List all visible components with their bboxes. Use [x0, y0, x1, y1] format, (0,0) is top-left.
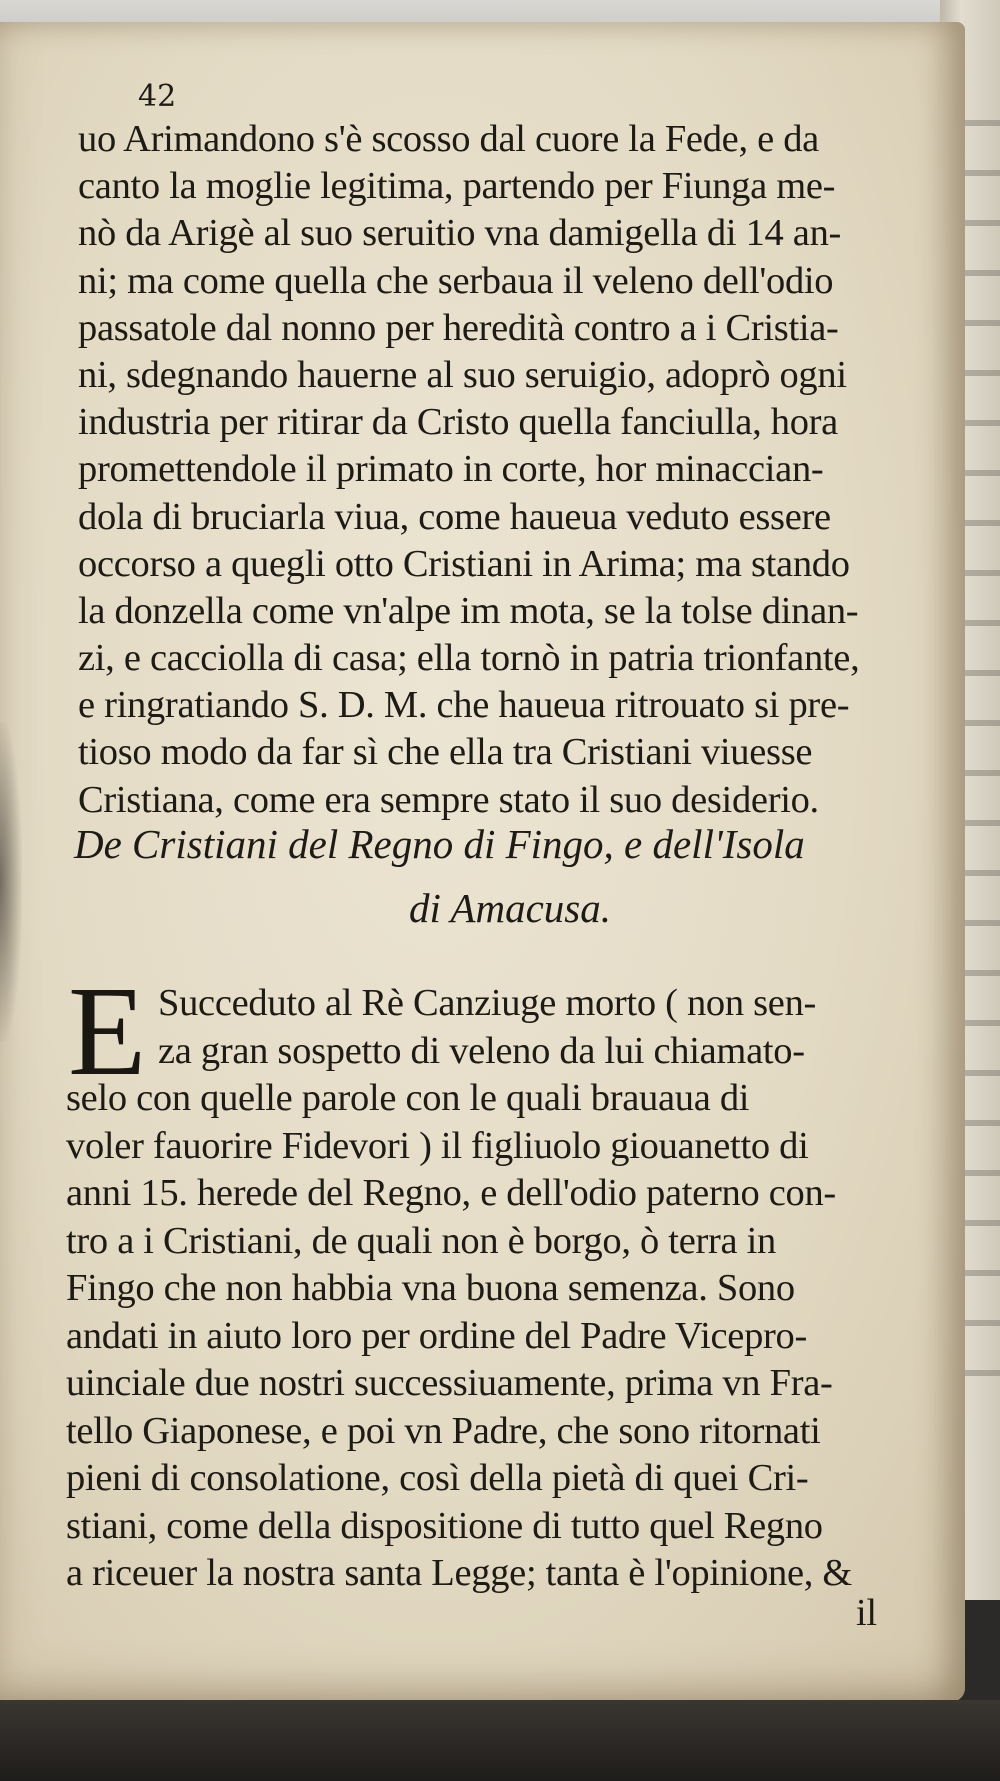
- text-line: occorso a quegli otto Cristiani in Arima; ma stando: [78, 542, 850, 585]
- text-line: Succeduto al Rè Canziuge morto ( non sen-: [158, 982, 817, 1024]
- text-line: zi, e cacciolla di casa; ella tornò in patria trionfante,: [78, 637, 860, 680]
- drop-cap: E: [68, 960, 147, 1102]
- text-line: passatole dal nonno per heredità contro a i Cristia-: [78, 306, 839, 349]
- catchword: il: [856, 1591, 877, 1634]
- text-line: uo Arimandono s'è scosso dal cuore la Fede, e da: [78, 118, 819, 160]
- text-line: uinciale due nostri successiuamente, prima vn Fra-: [66, 1362, 833, 1404]
- text-line: anni 15. herede del Regno, e dell'odio paterno con-: [66, 1172, 836, 1214]
- text-line: e ringratiando S. D. M. che haueua ritrouato si pre-: [78, 684, 850, 727]
- heading-line-1: De Cristiani del Regno di Fingo, e dell'Isola: [74, 821, 805, 867]
- paragraph-1: [78, 116, 936, 824]
- text-line: industria per ritirar da Cristo quella fanciulla, hora: [78, 401, 838, 444]
- text-line: Cristiana, come era sempre stato il suo desiderio.: [78, 778, 819, 821]
- text-line: voler fauorire Fidevori ) il figliuolo giouanetto di: [66, 1124, 809, 1167]
- text-line: la donzella come vn'alpe im mota, se la tolse dinan-: [78, 589, 859, 632]
- text-line: stiani, come della dispositione di tutto quel Regno: [66, 1504, 823, 1547]
- text-line: tro a i Cristiani, de quali non è borgo, ò terra in: [66, 1219, 776, 1262]
- section-heading: [70, 812, 950, 940]
- text-line: a riceuer la nostra santa Legge; tanta è l'opinione, &: [66, 1552, 853, 1594]
- text-line: Fingo che non habbia vna buona semenza. Sono: [66, 1267, 795, 1309]
- text-line: dola di bruciarla viua, come haueua veduto essere: [78, 495, 831, 538]
- paragraph-2: [66, 960, 946, 1634]
- text-line: ni; ma come quella che serbaua il veleno dell'odio: [78, 259, 834, 302]
- page-number: 42: [138, 79, 177, 114]
- heading-line-2: di Amacusa.: [409, 885, 611, 931]
- text-line: tioso modo da far sì che ella tra Cristiani viuesse: [78, 731, 813, 774]
- text-line: andati in aiuto loro per ordine del Padre Vicepro-: [66, 1314, 808, 1357]
- text-line: promettendole il primato in corte, hor minaccian-: [78, 448, 824, 491]
- text-line: nò da Arigè al suo seruitio vna damigella di 14 an-: [78, 212, 842, 255]
- text-line: tello Giaponese, e poi vn Padre, che sono ritornati: [66, 1409, 821, 1452]
- text-line: za gran sospetto di veleno da lui chiamato-: [158, 1029, 805, 1072]
- text-line: ni, sdegnando hauerne al suo seruigio, adoprò ogni: [78, 353, 847, 396]
- finger-shadow: [0, 722, 22, 1042]
- text-line: selo con quelle parole con le quali brauaua di: [66, 1077, 750, 1119]
- background-bottom: [0, 1700, 1000, 1781]
- text-line: pieni di consolatione, così della pietà di quei Cri-: [66, 1457, 809, 1499]
- text-line: canto la moglie legitima, partendo per Fiunga me-: [78, 165, 836, 208]
